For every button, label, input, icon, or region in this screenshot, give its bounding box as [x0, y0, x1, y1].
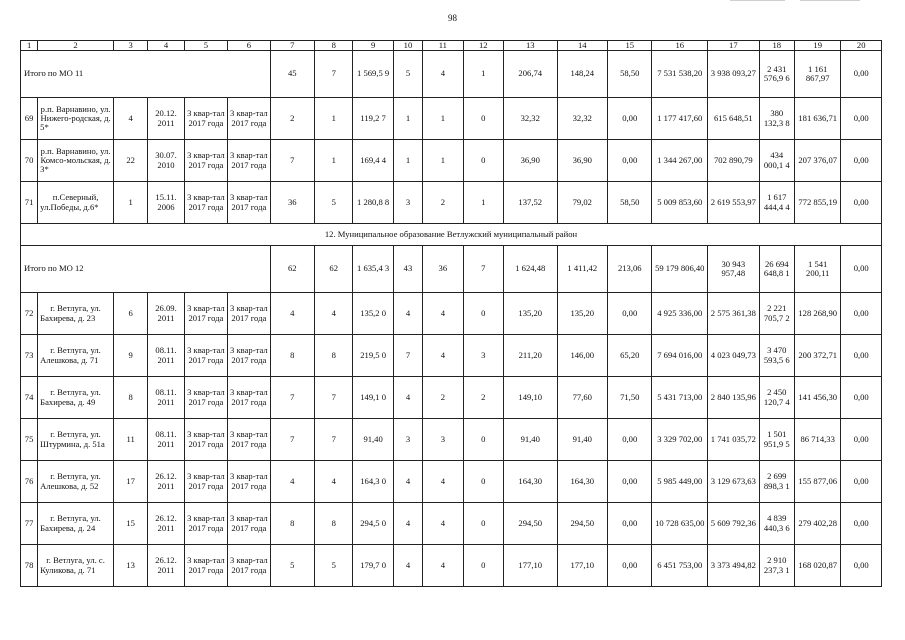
data-cell: 3 квар-тал 2017 года — [184, 377, 227, 419]
summary-cell: 0,00 — [841, 246, 882, 293]
data-cell: 15 — [113, 503, 147, 545]
data-cell: 91,40 — [557, 419, 608, 461]
row-number: 69 — [21, 98, 38, 140]
summary-label: Итого по МО 12 — [21, 246, 271, 293]
address-cell: г. Ветлуга, ул. с. Куликова, д. 71 — [38, 545, 114, 587]
data-cell: 146,00 — [557, 335, 608, 377]
data-cell: 36 — [270, 182, 314, 224]
housing-program-table — [20, 40, 882, 587]
data-cell: 164,3 0 — [353, 461, 393, 503]
data-cell: 2 840 135,96 — [708, 377, 760, 419]
address-cell: г. Ветлуга, ул. Бахирева, д. 49 — [38, 377, 114, 419]
address-cell: р.п. Варнавино, ул. Нижего-родская, д. 5* — [38, 98, 114, 140]
data-cell: 3 квар-тал 2017 года — [184, 140, 227, 182]
summary-cell: 7 531 538,20 — [652, 51, 708, 98]
data-cell: 155 877,06 — [794, 461, 840, 503]
address-cell: р.п. Варнавино, ул. Комсо-мольская, д. 3* — [38, 140, 114, 182]
column-number: 4 — [148, 41, 184, 51]
row-number: 71 — [21, 182, 38, 224]
data-cell: 4 — [270, 461, 314, 503]
data-cell: 0,00 — [841, 335, 882, 377]
data-cell: 7 — [315, 419, 353, 461]
row-number: 75 — [21, 419, 38, 461]
data-cell: 4 — [315, 293, 353, 335]
summary-cell: 30 943 957,48 — [708, 246, 760, 293]
column-number: 5 — [184, 41, 227, 51]
summary-cell: 1 541 200,11 — [794, 246, 840, 293]
data-cell: 0,00 — [841, 98, 882, 140]
data-cell: 1 617 444,4 4 — [759, 182, 794, 224]
data-cell: 3 квар-тал 2017 года — [184, 545, 227, 587]
data-cell: 8 — [113, 377, 147, 419]
data-cell: 9 — [113, 335, 147, 377]
summary-cell: 2 431 576,9 6 — [759, 51, 794, 98]
data-cell: 3 129 673,63 — [708, 461, 760, 503]
data-cell: 2 450 120,7 4 — [759, 377, 794, 419]
data-cell: 3 квар-тал 2017 года — [184, 461, 227, 503]
data-cell: 702 890,79 — [708, 140, 760, 182]
data-cell: 164,30 — [557, 461, 608, 503]
data-cell: 1 177 417,60 — [652, 98, 708, 140]
table-body — [21, 41, 882, 587]
data-cell: 58,50 — [608, 182, 652, 224]
data-cell: 0 — [463, 419, 503, 461]
data-cell: 211,20 — [503, 335, 557, 377]
data-cell: 1 — [113, 182, 147, 224]
table-row — [21, 377, 882, 419]
data-cell: 0 — [463, 503, 503, 545]
top-rule-left — [730, 0, 785, 1]
data-cell: 2 910 237,3 1 — [759, 545, 794, 587]
data-cell: 4 — [423, 503, 463, 545]
data-cell: 1 — [393, 98, 422, 140]
table-row — [21, 503, 882, 545]
data-cell: 4 — [423, 545, 463, 587]
table-row — [21, 98, 882, 140]
address-cell: п.Северный, ул.Победы, д.6* — [38, 182, 114, 224]
section-header-row — [21, 224, 882, 246]
summary-cell: 1 161 867,97 — [794, 51, 840, 98]
column-number: 12 — [463, 41, 503, 51]
summary-cell: 7 — [463, 246, 503, 293]
table-row — [21, 182, 882, 224]
data-cell: 6 — [113, 293, 147, 335]
summary-row — [21, 246, 882, 293]
data-cell: 4 — [393, 461, 422, 503]
data-cell: 4 — [393, 503, 422, 545]
data-cell: 3 квар-тал 2017 года — [228, 419, 270, 461]
data-cell: 4 — [393, 293, 422, 335]
data-cell: 0,00 — [608, 293, 652, 335]
data-cell: 0 — [463, 545, 503, 587]
data-cell: 177,10 — [557, 545, 608, 587]
row-number: 78 — [21, 545, 38, 587]
data-cell: 91,40 — [503, 419, 557, 461]
data-cell: 5 431 713,00 — [652, 377, 708, 419]
data-cell: 4 — [423, 293, 463, 335]
data-cell: 434 000,1 4 — [759, 140, 794, 182]
data-cell: 135,20 — [557, 293, 608, 335]
page-number: 98 — [448, 13, 457, 23]
summary-cell: 36 — [423, 246, 463, 293]
data-cell: 0,00 — [608, 98, 652, 140]
address-cell: г. Ветлуга, ул. Бахирева, д. 23 — [38, 293, 114, 335]
data-cell: 3 квар-тал 2017 года — [228, 293, 270, 335]
data-cell: 279 402,28 — [794, 503, 840, 545]
data-cell: 65,20 — [608, 335, 652, 377]
data-cell: 149,1 0 — [353, 377, 393, 419]
data-cell: 10 728 635,00 — [652, 503, 708, 545]
data-cell: 5 985 449,00 — [652, 461, 708, 503]
data-cell: 137,52 — [503, 182, 557, 224]
data-cell: 3 квар-тал 2017 года — [228, 140, 270, 182]
data-cell: 8 — [270, 335, 314, 377]
data-cell: 0,00 — [841, 545, 882, 587]
table-row — [21, 419, 882, 461]
data-cell: 0 — [463, 461, 503, 503]
data-cell: 168 020,87 — [794, 545, 840, 587]
data-cell: 08.11. 2011 — [148, 377, 184, 419]
data-cell: 4 023 049,73 — [708, 335, 760, 377]
data-cell: 4 — [315, 461, 353, 503]
data-cell: 13 — [113, 545, 147, 587]
data-cell: 26.12. 2011 — [148, 545, 184, 587]
summary-cell: 1 624,48 — [503, 246, 557, 293]
summary-cell: 62 — [270, 246, 314, 293]
table-row — [21, 140, 882, 182]
column-number: 18 — [759, 41, 794, 51]
data-cell: 4 — [270, 293, 314, 335]
row-number: 77 — [21, 503, 38, 545]
row-number: 73 — [21, 335, 38, 377]
data-cell: 15.11. 2006 — [148, 182, 184, 224]
data-cell: 8 — [315, 335, 353, 377]
data-cell: 7 — [270, 419, 314, 461]
data-cell: 7 — [315, 377, 353, 419]
data-cell: 1 741 035,72 — [708, 419, 760, 461]
data-cell: 3 квар-тал 2017 года — [184, 98, 227, 140]
summary-cell: 58,50 — [608, 51, 652, 98]
data-cell: 32,32 — [503, 98, 557, 140]
data-cell: 2 575 361,38 — [708, 293, 760, 335]
data-cell: 11 — [113, 419, 147, 461]
data-cell: 141 456,30 — [794, 377, 840, 419]
column-number: 2 — [38, 41, 114, 51]
data-cell: 5 — [270, 545, 314, 587]
data-cell: 1 344 267,00 — [652, 140, 708, 182]
column-number: 3 — [113, 41, 147, 51]
data-cell: 135,20 — [503, 293, 557, 335]
data-cell: 0,00 — [841, 503, 882, 545]
table-row — [21, 293, 882, 335]
data-cell: 5 — [315, 545, 353, 587]
data-cell: 17 — [113, 461, 147, 503]
data-cell: 8 — [315, 503, 353, 545]
data-cell: 71,50 — [608, 377, 652, 419]
data-cell: 7 694 016,00 — [652, 335, 708, 377]
data-cell: 4 — [393, 377, 422, 419]
data-cell: 3 квар-тал 2017 года — [228, 335, 270, 377]
summary-cell: 148,24 — [557, 51, 608, 98]
row-number: 70 — [21, 140, 38, 182]
summary-cell: 213,06 — [608, 246, 652, 293]
data-cell: 3 — [393, 182, 422, 224]
data-cell: 200 372,71 — [794, 335, 840, 377]
data-cell: 3 квар-тал 2017 года — [228, 182, 270, 224]
data-cell: 2 — [270, 98, 314, 140]
data-cell: 135,2 0 — [353, 293, 393, 335]
summary-cell: 5 — [393, 51, 422, 98]
section-title: 12. Муниципальное образование Ветлужский муниципальный район — [21, 224, 882, 246]
data-cell: 6 451 753,00 — [652, 545, 708, 587]
data-cell: 4 — [423, 335, 463, 377]
summary-cell: 4 — [423, 51, 463, 98]
data-cell: 77,60 — [557, 377, 608, 419]
data-cell: 219,5 0 — [353, 335, 393, 377]
data-cell: 5 009 853,60 — [652, 182, 708, 224]
data-cell: 7 — [393, 335, 422, 377]
data-cell: 1 — [315, 98, 353, 140]
column-number: 15 — [608, 41, 652, 51]
data-cell: 177,10 — [503, 545, 557, 587]
data-cell: 2 — [423, 377, 463, 419]
data-cell: 08.11. 2011 — [148, 419, 184, 461]
data-cell: 20.12. 2011 — [148, 98, 184, 140]
summary-cell: 1 — [463, 51, 503, 98]
column-number: 10 — [393, 41, 422, 51]
data-cell: 207 376,07 — [794, 140, 840, 182]
data-cell: 26.09. 2011 — [148, 293, 184, 335]
data-cell: 294,50 — [503, 503, 557, 545]
data-cell: 2 221 705,7 2 — [759, 293, 794, 335]
data-cell: 119,2 7 — [353, 98, 393, 140]
data-cell: 179,7 0 — [353, 545, 393, 587]
data-cell: 30.07. 2010 — [148, 140, 184, 182]
data-cell: 1 — [423, 98, 463, 140]
data-cell: 0,00 — [841, 419, 882, 461]
data-cell: 4 — [423, 461, 463, 503]
summary-cell: 3 938 093,27 — [708, 51, 760, 98]
column-number: 6 — [228, 41, 270, 51]
data-cell: 772 855,19 — [794, 182, 840, 224]
data-cell: 128 268,90 — [794, 293, 840, 335]
column-number: 1 — [21, 41, 38, 51]
data-cell: 36,90 — [557, 140, 608, 182]
data-cell: 0,00 — [608, 503, 652, 545]
top-rule-right — [800, 0, 860, 1]
data-cell: 26.12. 2011 — [148, 461, 184, 503]
table-row — [21, 335, 882, 377]
summary-row — [21, 51, 882, 98]
data-cell: 3 квар-тал 2017 года — [184, 293, 227, 335]
column-number: 20 — [841, 41, 882, 51]
summary-cell: 62 — [315, 246, 353, 293]
data-cell: 0 — [463, 140, 503, 182]
summary-cell: 0,00 — [841, 51, 882, 98]
column-number: 19 — [794, 41, 840, 51]
data-cell: 615 648,51 — [708, 98, 760, 140]
address-cell: г. Ветлуга, ул. Бахирева, д. 24 — [38, 503, 114, 545]
data-cell: 1 — [315, 140, 353, 182]
data-cell: 3 квар-тал 2017 года — [184, 182, 227, 224]
data-cell: 7 — [270, 140, 314, 182]
data-cell: 79,02 — [557, 182, 608, 224]
data-cell: 3 квар-тал 2017 года — [184, 335, 227, 377]
summary-cell: 43 — [393, 246, 422, 293]
data-cell: 1 — [423, 140, 463, 182]
address-cell: г. Ветлуга, ул. Алешкова, д. 52 — [38, 461, 114, 503]
data-cell: 3 373 494,82 — [708, 545, 760, 587]
summary-cell: 26 694 648,8 1 — [759, 246, 794, 293]
data-cell: 1 280,8 8 — [353, 182, 393, 224]
data-cell: 3 — [393, 419, 422, 461]
data-cell: 4 925 336,00 — [652, 293, 708, 335]
data-cell: 3 квар-тал 2017 года — [228, 98, 270, 140]
column-number: 7 — [270, 41, 314, 51]
data-cell: 2 699 898,3 1 — [759, 461, 794, 503]
data-cell: 0,00 — [841, 461, 882, 503]
data-cell: 2 619 553,97 — [708, 182, 760, 224]
row-number: 74 — [21, 377, 38, 419]
summary-cell: 1 635,4 3 — [353, 246, 393, 293]
data-cell: 169,4 4 — [353, 140, 393, 182]
data-cell: 0,00 — [841, 140, 882, 182]
summary-cell: 1 411,42 — [557, 246, 608, 293]
data-cell: 2 — [423, 182, 463, 224]
table-row — [21, 545, 882, 587]
data-cell: 0,00 — [608, 419, 652, 461]
data-cell: 8 — [270, 503, 314, 545]
data-cell: 26.12. 2011 — [148, 503, 184, 545]
summary-cell: 1 569,5 9 — [353, 51, 393, 98]
summary-label: Итого по МО 11 — [21, 51, 271, 98]
column-number: 14 — [557, 41, 608, 51]
data-cell: 1 — [393, 140, 422, 182]
address-cell: г. Ветлуга, ул. Штурмина, д. 51а — [38, 419, 114, 461]
column-number: 9 — [353, 41, 393, 51]
data-cell: 91,40 — [353, 419, 393, 461]
data-cell: 3 — [463, 335, 503, 377]
column-number: 11 — [423, 41, 463, 51]
data-cell: 08.11. 2011 — [148, 335, 184, 377]
data-cell: 3 квар-тал 2017 года — [184, 419, 227, 461]
address-cell: г. Ветлуга, ул. Алешкова, д. 71 — [38, 335, 114, 377]
column-number-row — [21, 41, 882, 51]
data-cell: 5 609 792,36 — [708, 503, 760, 545]
data-cell: 0,00 — [841, 377, 882, 419]
data-cell: 1 — [463, 182, 503, 224]
data-cell: 86 714,33 — [794, 419, 840, 461]
data-cell: 2 — [463, 377, 503, 419]
data-cell: 0,00 — [841, 293, 882, 335]
summary-cell: 206,74 — [503, 51, 557, 98]
data-cell: 36,90 — [503, 140, 557, 182]
summary-cell: 59 179 806,40 — [652, 246, 708, 293]
data-cell: 1 501 951,9 5 — [759, 419, 794, 461]
data-cell: 164,30 — [503, 461, 557, 503]
data-cell: 4 — [113, 98, 147, 140]
data-cell: 3 квар-тал 2017 года — [228, 545, 270, 587]
summary-cell: 45 — [270, 51, 314, 98]
column-number: 13 — [503, 41, 557, 51]
data-cell: 3 квар-тал 2017 года — [228, 503, 270, 545]
row-number: 72 — [21, 293, 38, 335]
column-number: 17 — [708, 41, 760, 51]
data-cell: 4 839 440,3 6 — [759, 503, 794, 545]
data-cell: 149,10 — [503, 377, 557, 419]
data-cell: 3 квар-тал 2017 года — [184, 503, 227, 545]
column-number: 8 — [315, 41, 353, 51]
data-cell: 3 329 702,00 — [652, 419, 708, 461]
data-cell: 0 — [463, 98, 503, 140]
summary-cell: 7 — [315, 51, 353, 98]
data-cell: 7 — [270, 377, 314, 419]
data-cell: 3 квар-тал 2017 года — [228, 461, 270, 503]
data-cell: 0,00 — [608, 461, 652, 503]
data-cell: 0,00 — [608, 545, 652, 587]
column-number: 16 — [652, 41, 708, 51]
data-cell: 3 470 593,5 6 — [759, 335, 794, 377]
data-cell: 32,32 — [557, 98, 608, 140]
data-cell: 3 — [423, 419, 463, 461]
data-cell: 3 квар-тал 2017 года — [228, 377, 270, 419]
data-cell: 181 636,71 — [794, 98, 840, 140]
data-cell: 0,00 — [608, 140, 652, 182]
table-row — [21, 461, 882, 503]
data-cell: 5 — [315, 182, 353, 224]
row-number: 76 — [21, 461, 38, 503]
data-cell: 0 — [463, 293, 503, 335]
data-cell: 0,00 — [841, 182, 882, 224]
data-cell: 22 — [113, 140, 147, 182]
data-cell: 4 — [393, 545, 422, 587]
data-cell: 380 132,3 8 — [759, 98, 794, 140]
data-cell: 294,50 — [557, 503, 608, 545]
data-cell: 294,5 0 — [353, 503, 393, 545]
